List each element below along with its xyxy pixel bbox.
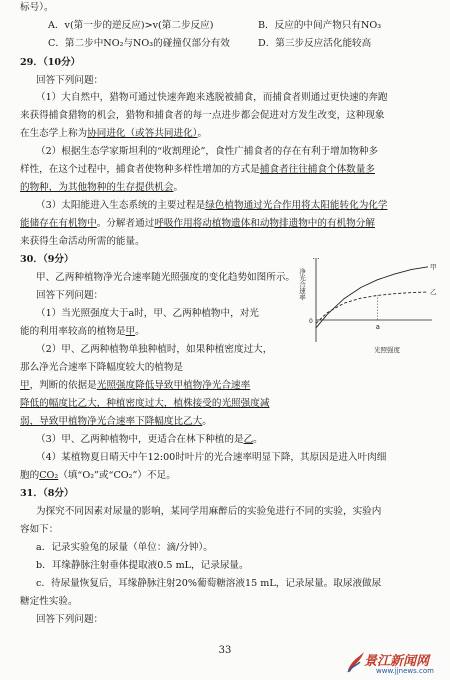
origin-label: 0 [309,318,313,325]
series-label-jia: 甲 [430,262,437,271]
series-line-jia [316,267,428,328]
prev-question-tail: 标号）。 [20,2,54,13]
q29-heading: 29．（10分） [20,57,81,68]
option-a: A．v(第一步的逆反应)>v(第二步反应) [48,20,214,31]
series-label-yi: 乙 [430,288,437,296]
q30-p3: （3）甲、乙两种植物中，更适合在林下种植的是乙。 [36,434,263,445]
q31-heading: 31．（8分） [20,488,74,499]
q29-p1-line1: （1）大自然中，猎物可通过快速奔跑来逃脱被捕食，而捕食者则通过更快速的奔跑 [36,92,388,103]
q31-step-b: b．耳缘静脉注射垂体提取液0.5 mL，记录尿量。 [36,560,249,571]
q30-answer-2: 甲 [20,380,30,391]
series-line-yi [316,292,428,323]
x-axis-label: 光照强度 [374,346,400,354]
x-marker-a: a [375,323,380,331]
q30-p2-line3: 甲，判断的依据是光照强度降低导致甲植物净光合速率 [20,380,251,391]
q29-answer-4: 呼吸作用将动植物遗体和动物排遗物中的有机物分解 [154,218,375,229]
q29-p3-line1: （3）太阳能进入生态系统的主要过程是绿色植物通过光合作用将太阳能转化为化学 [36,200,388,211]
q30-p4-line2: 胞的CO₂（填“O₂”或“CO₂”）不足。 [20,470,176,481]
q30-p2-line5: 弱，导致甲植物净光合速率下降幅度比乙大。 [20,416,212,427]
logo-emblem-icon [346,650,366,674]
q29-p2-line1: （2）根据生态学家斯坦利的“收割理论”，食性广捕食者的存在有利于增加物种多 [36,146,379,157]
q29-p1-line2: 来获得捕食猎物的机会，猎物和捕食者的每一点进步都会促进对方发生改变，这种现象 [20,110,385,121]
y-axis-label: 净光合速率 [298,268,306,301]
q29-answer-2: 捕食者往往捕食个体数量多 [259,164,375,175]
q29-intro: 回答下列问题： [36,75,104,86]
q29-p2-line2: 样性，在这个过程中，捕食者使物种多样性增加的方式是捕食者往往捕食个体数量多 [20,164,375,175]
q30-intro2: 回答下列问题： [36,290,104,301]
q30-answer-3: 乙 [243,434,254,445]
q30-p1-line1: （1）当光照强度大于a时，甲、乙两种植物中，对光 [36,308,259,319]
q30-p2-line1: （2）甲、乙两种植物单独种植时，如果种植密度过大， [36,344,273,355]
watermark-brand: 景江新闻网 [364,654,430,669]
q31-intro: 回答下列问题： [36,614,104,625]
page-number: 33 [218,645,232,656]
q31-step-c-line1: c．待尿量恢复后，耳缘静脉注射20%葡萄糖溶液15 mL，记录尿量。取尿液做尿 [36,578,382,589]
option-c: C．第二步中NO₂与NO₃的碰撞仅部分有效 [48,38,230,49]
q29-p1-line3: 在生态学上称为协同进化（或答共同进化）。 [20,128,208,139]
q29-p3-line2: 能储存在有机物中。分解者通过呼吸作用将动植物遗体和动物排遗物中的有机物分解 [20,218,375,229]
q31-step-a: a．记录实验兔的尿量（单位：滴/分钟）。 [36,542,213,553]
q31-p0-line1: 为探究不同因素对尿量的影响，某同学用麻醉后的实验兔进行不同的实验，实验内 [36,506,382,517]
option-b: B．反应的中间产物只有NO₃ [258,20,382,31]
q29-p2-line3: 的物种，为其他物种的生存提供机会。 [20,182,184,193]
photosynthesis-chart [290,258,440,370]
q30-p1-line2: 能的利用率较高的植物是甲。 [20,326,145,337]
q30-answer-4: CO₂ [39,470,59,481]
q30-heading: 30．（9分） [20,254,74,265]
q31-p0-line2: 容如下： [20,524,59,535]
q29-answer-1: 协同进化（或答共同进化） [87,128,198,139]
q30-p2-line2: 那么净光合速率下降幅度较大的植物是 [20,362,184,373]
q29-p3-line3: 来获得生命活动所需的能量。 [20,236,145,247]
q29-answer-3: 绿色植物通过光合作用将太阳能转化为化学 [205,200,388,211]
q30-intro: 甲、乙两种植物净光合速率随光照强度的变化趋势如图所示。 [36,272,296,283]
option-d: D．第三步反应活化能较高 [258,38,372,49]
q30-answer-1: 甲 [125,326,136,337]
q30-p4-line1: （4）某植物夏日晴天中午12:00时叶片的光合速率明显下降，其原因是进入叶肉细 [36,452,387,463]
q31-step-c-line2: 糖定性实验。 [20,596,78,607]
watermark-logo [346,650,446,678]
q30-p2-line4: 降低的幅度比乙大，种植密度过大，植株接受的光照强度减 [20,398,270,409]
watermark-url: www.jjnews.com [376,667,434,675]
